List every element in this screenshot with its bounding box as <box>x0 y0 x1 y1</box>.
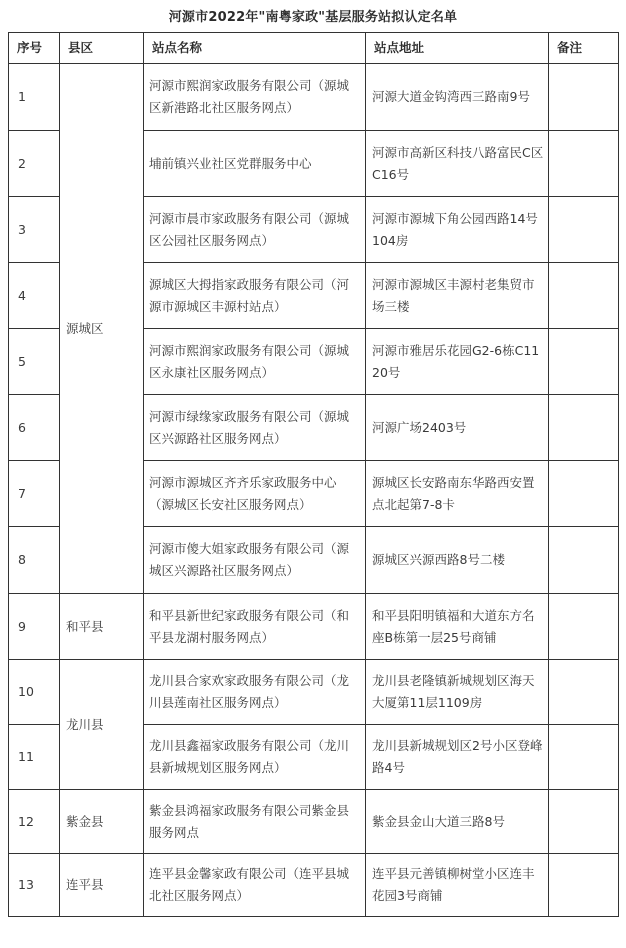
table-row <box>9 594 619 660</box>
station-note <box>549 131 619 197</box>
table-header-row <box>9 33 619 64</box>
table-row <box>9 790 619 854</box>
station-name: 河源市熙润家政服务有限公司（源城区新港路北社区服务网点） <box>144 64 366 131</box>
row-no: 7 <box>9 461 60 527</box>
station-note <box>549 197 619 263</box>
row-no: 5 <box>9 329 60 395</box>
station-note <box>549 725 619 790</box>
station-name: 连平县金馨家政有限公司（连平县城北社区服务网点） <box>144 854 366 917</box>
station-address: 河源市高新区科技八路富民C区C16号 <box>366 131 549 197</box>
station-address: 源城区长安路南东华路西安置点北起第7-8卡 <box>366 461 549 527</box>
header-address: 站点地址 <box>366 33 549 64</box>
station-note <box>549 461 619 527</box>
header-name: 站点名称 <box>144 33 366 64</box>
table-row <box>9 854 619 917</box>
row-no: 10 <box>9 660 60 725</box>
station-name: 龙川县鑫福家政服务有限公司（龙川县新城规划区服务网点） <box>144 725 366 790</box>
station-name: 河源市晨市家政服务有限公司（源城区公园社区服务网点） <box>144 197 366 263</box>
station-note <box>549 527 619 594</box>
row-no: 13 <box>9 854 60 917</box>
station-note <box>549 854 619 917</box>
station-address: 河源市雅居乐花园G2-6栋C1120号 <box>366 329 549 395</box>
row-no: 2 <box>9 131 60 197</box>
station-note <box>549 790 619 854</box>
row-no: 4 <box>9 263 60 329</box>
page-title: 河源市2022年"南粤家政"基层服务站拟认定名单 <box>168 10 458 25</box>
station-address: 河源广场2403号 <box>366 395 549 461</box>
station-table <box>8 32 619 917</box>
row-no: 6 <box>9 395 60 461</box>
station-name: 河源市熙润家政服务有限公司（源城区永康社区服务网点） <box>144 329 366 395</box>
station-name: 源城区大拇指家政服务有限公司（河源市源城区丰源村站点） <box>144 263 366 329</box>
row-no: 12 <box>9 790 60 854</box>
station-address: 源城区兴源西路8号二楼 <box>366 527 549 594</box>
station-note <box>549 329 619 395</box>
header-no: 序号 <box>9 33 60 64</box>
station-address: 紫金县金山大道三路8号 <box>366 790 549 854</box>
station-address: 龙川县新城规划区2号小区登峰路4号 <box>366 725 549 790</box>
station-note <box>549 64 619 131</box>
station-note <box>549 263 619 329</box>
county-cell-heping: 和平县 <box>60 594 144 660</box>
station-address: 河源大道金钩湾西三路南9号 <box>366 64 549 131</box>
county-cell-zijin: 紫金县 <box>60 790 144 854</box>
table-row <box>9 64 619 131</box>
station-note <box>549 660 619 725</box>
station-address: 和平县阳明镇福和大道东方名座B栋第一层25号商铺 <box>366 594 549 660</box>
row-no: 8 <box>9 527 60 594</box>
row-no: 3 <box>9 197 60 263</box>
station-name: 河源市源城区齐齐乐家政服务中心（源城区长安社区服务网点） <box>144 461 366 527</box>
station-name: 河源市绿缘家政服务有限公司（源城区兴源路社区服务网点） <box>144 395 366 461</box>
station-address: 龙川县老隆镇新城规划区海天大厦第11层1109房 <box>366 660 549 725</box>
station-address: 连平县元善镇柳树堂小区连丰花园3号商铺 <box>366 854 549 917</box>
county-cell-yuancheng: 源城区 <box>60 64 144 594</box>
station-note <box>549 395 619 461</box>
station-note <box>549 594 619 660</box>
header-county: 县区 <box>60 33 144 64</box>
row-no: 9 <box>9 594 60 660</box>
station-name: 龙川县合家欢家政服务有限公司（龙川县莲南社区服务网点） <box>144 660 366 725</box>
row-no: 1 <box>9 64 60 131</box>
county-cell-lianping: 连平县 <box>60 854 144 917</box>
table-row <box>9 660 619 725</box>
county-cell-longchuan: 龙川县 <box>60 660 144 790</box>
header-note: 备注 <box>549 33 619 64</box>
station-address: 河源市源城下角公园西路14号104房 <box>366 197 549 263</box>
station-name: 河源市傻大姐家政服务有限公司（源城区兴源路社区服务网点） <box>144 527 366 594</box>
station-name: 和平县新世纪家政服务有限公司（和平县龙湖村服务网点） <box>144 594 366 660</box>
station-address: 河源市源城区丰源村老集贸市场三楼 <box>366 263 549 329</box>
station-name: 紫金县鸿福家政服务有限公司紫金县服务网点 <box>144 790 366 854</box>
station-name: 埔前镇兴业社区党群服务中心 <box>144 131 366 197</box>
row-no: 11 <box>9 725 60 790</box>
